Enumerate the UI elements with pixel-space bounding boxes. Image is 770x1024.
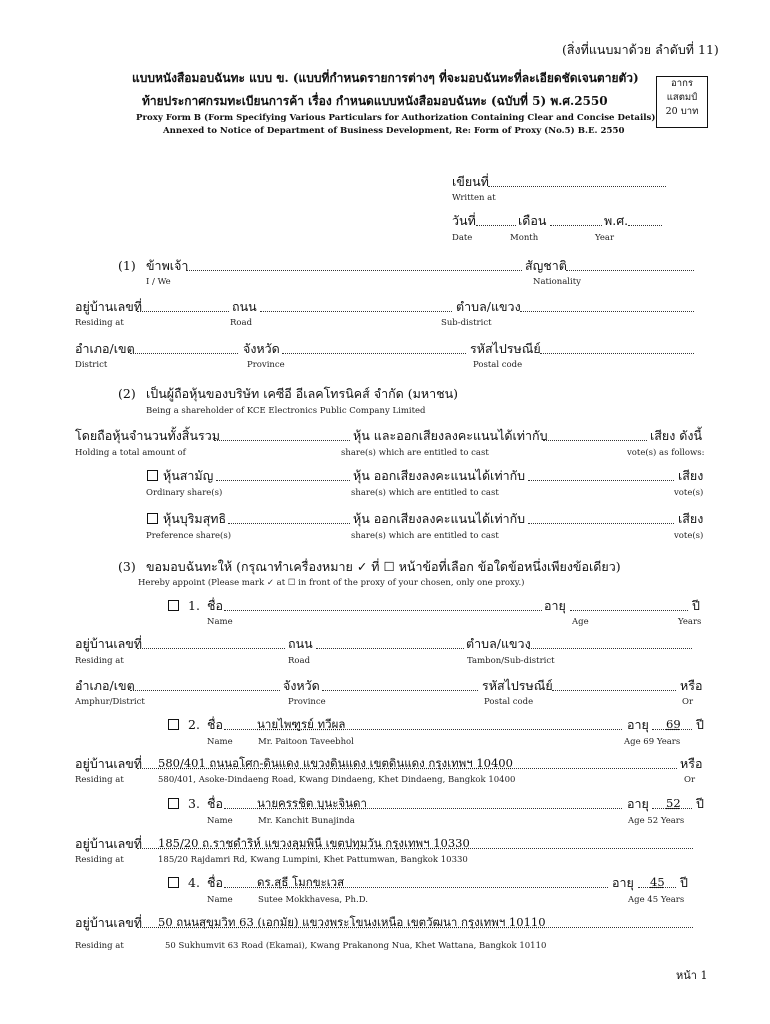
proxy4-name-label: ชื่อ (207, 875, 223, 890)
province-field[interactable] (282, 353, 466, 354)
proxy2-residing-en: Residing at (75, 775, 124, 785)
postal-field[interactable] (540, 353, 694, 354)
proxy4-residing-label: อยู่บ้านเลขที่ (75, 915, 143, 930)
proxy2-age-value[interactable]: 69 (666, 717, 681, 731)
section2-number: (2) (118, 386, 136, 401)
proxy4-age-en: Age 45 Years (628, 895, 685, 905)
proxy4-name-value[interactable]: ดร.สุธี โมกขะเวส (257, 875, 345, 889)
proxy4-age-label: อายุ (612, 875, 634, 890)
total-shares-label: โดยถือหุ้นจำนวนทั้งสิ้นรวม (75, 428, 220, 443)
page-number: หน้า 1 (676, 969, 708, 982)
proxy2-or-label: หรือ (680, 756, 703, 771)
proxy2-address-en: 580/401, Asoke-Dindaeng Road, Kwang Dindaeng, Khet Dindaeng, Bangkok 10400 (158, 775, 516, 785)
postal-en: Postal code (473, 360, 523, 370)
proxy1-name-field[interactable] (224, 610, 542, 611)
proxy1-number: 1. (188, 598, 200, 613)
total-shares-field[interactable] (214, 440, 350, 441)
proxy2-residing-label: อยู่บ้านเลขที่ (75, 756, 143, 771)
title-th-line1: แบบหนังสือมอบฉันทะ แบบ ข. (แบบที่กำหนดรายการต่างๆ ที่จะมอบฉันทะที่ละเอียดชัดเจนตายตัว) (132, 71, 639, 85)
proxy1-years-en: Years (678, 617, 702, 627)
proxy1-province-label: จังหวัด (283, 678, 320, 693)
road-en: Road (230, 318, 253, 328)
shareholder-of-company-en: Being a shareholder of KCE Electronics Public Company Limited (146, 406, 426, 416)
proxy3-residing-en: Residing at (75, 855, 124, 865)
postal-label: รหัสไปรษณีย์ (470, 341, 541, 356)
stamp-line1: อากร (671, 78, 693, 89)
proxy1-or-en: Or (682, 697, 694, 707)
total-votes-field[interactable] (543, 440, 647, 441)
total-shares-en: Holding a total amount of (75, 448, 186, 458)
preference-share-checkbox[interactable] (147, 513, 158, 524)
preference-votes-unit: เสียง (678, 511, 704, 526)
proxy2-number: 2. (188, 717, 200, 732)
duty-stamp-box (656, 76, 708, 128)
title-en-line2: Annexed to Notice of Department of Business Development, Re: Form of Proxy (No.5) B.E. 2550 (163, 126, 625, 136)
year-label: พ.ศ. (604, 213, 629, 228)
we-label: ข้าพเจ้า (146, 258, 189, 273)
residing-label: อยู่บ้านเลขที่ (75, 299, 143, 314)
road-field[interactable] (260, 311, 452, 312)
year-en: Year (595, 233, 615, 243)
proxy1-postal-en: Postal code (484, 697, 534, 707)
proxy1-tambon-field[interactable] (528, 648, 692, 649)
section3-number: (3) (118, 559, 136, 574)
proxy1-tambon-en: Tambon/Sub-district (467, 656, 555, 666)
ordinary-vote-field[interactable] (528, 480, 674, 481)
house-no-field[interactable] (137, 311, 229, 312)
proxy3-address-en: 185/20 Rajdamri Rd, Kwang Lumpini, Khet Pattumwan, Bangkok 10330 (158, 855, 468, 865)
proxy1-house-field[interactable] (137, 648, 285, 649)
proxy4-number: 4. (188, 875, 200, 890)
province-en: Province (247, 360, 285, 370)
proxy3-number: 3. (188, 796, 200, 811)
section1-number: (1) (118, 258, 136, 273)
proxy2-age-label: อายุ (627, 717, 649, 732)
ordinary-share-label: หุ้นสามัญ (163, 468, 214, 483)
proxy3-name-en: Mr. Kanchit Bunajinda (258, 816, 355, 826)
shareholder-of-company: เป็นผู้ถือหุ้นของบริษัท เคซีอี อีเลคโทรนิคส์ จำกัด (มหาชน) (146, 386, 459, 401)
nationality-en: Nationality (533, 277, 581, 287)
proxy1-years-label: ปี (692, 598, 700, 613)
proxy2-checkbox[interactable] (168, 719, 179, 730)
preference-vote-field[interactable] (528, 523, 674, 524)
subdistrict-field[interactable] (520, 311, 694, 312)
proxy1-checkbox[interactable] (168, 600, 179, 611)
road-label: ถนน (232, 299, 257, 314)
subdistrict-label: ตำบล/แขวง (456, 299, 521, 314)
proxy3-checkbox[interactable] (168, 798, 179, 809)
preference-share-label: หุ้นบุริมสุทธิ (163, 511, 227, 526)
proxy2-name-label: ชื่อ (207, 717, 223, 732)
proxy1-age-field[interactable] (570, 610, 688, 611)
proxy4-name-en: Sutee Mokkhavesa, Ph.D. (258, 895, 368, 905)
proxy1-road-label: ถนน (288, 636, 313, 651)
proxy1-name-label: ชื่อ (207, 598, 223, 613)
votes-as-follows-en: vote(s) as follows: (627, 448, 705, 458)
stamp-line3: 20 บาท (665, 106, 699, 117)
proxy1-road-en: Road (288, 656, 311, 666)
ordinary-share-checkbox[interactable] (147, 470, 158, 481)
proxy3-residing-label: อยู่บ้านเลขที่ (75, 836, 143, 851)
month-en: Month (510, 233, 539, 243)
ordinary-votes-unit-en: vote(s) (674, 488, 704, 498)
proxy3-name-label: ชื่อ (207, 796, 223, 811)
stamp-line2: แสตมป์ (666, 92, 698, 103)
proxy4-years-label: ปี (680, 875, 688, 890)
proxy4-address-en: 50 Sukhumvit 63 Road (Ekamai), Kwang Prakanong Nua, Khet Wattana, Bangkok 10110 (165, 941, 547, 951)
proxy1-province-en: Province (288, 697, 326, 707)
residing-en: Residing at (75, 318, 124, 328)
proxy1-road-field[interactable] (316, 648, 464, 649)
proxy3-years-label: ปี (696, 796, 704, 811)
shares-vote-en: share(s) which are entitled to cast (341, 448, 489, 458)
district-field[interactable] (130, 353, 238, 354)
shareholder-name-field[interactable] (186, 270, 522, 271)
proxy1-postal-label: รหัสไปรษณีย์ (482, 678, 553, 693)
month-field[interactable] (550, 225, 602, 226)
preference-votes-unit-en: vote(s) (674, 531, 704, 541)
subdistrict-en: Sub-district (441, 318, 492, 328)
date-label: วันที่ (452, 213, 476, 228)
proxy2-name-value[interactable]: นายไพฑูรย์ ทวีผล (257, 717, 346, 731)
proxy1-age-label: อายุ (544, 598, 566, 613)
preference-share-en: Preference share(s) (146, 531, 232, 541)
proxy2-name-en: Mr. Paitoon Taveebhol (258, 737, 354, 747)
proxy3-age-en: Age 52 Years (628, 816, 685, 826)
attachment-note: (สิ่งที่แนบมาด้วย ลำดับที่ 11) (562, 42, 719, 57)
we-en: I / We (146, 277, 171, 287)
proxy2-name-en-label: Name (207, 737, 233, 747)
proxy1-or-label: หรือ (680, 678, 703, 693)
proxy1-residing-en: Residing at (75, 656, 124, 666)
ordinary-votes-unit: เสียง (678, 468, 704, 483)
preference-vote-label: หุ้น ออกเสียงลงคะแนนได้เท่ากับ (353, 511, 526, 526)
year-field[interactable] (628, 225, 662, 226)
proxy4-address-value[interactable]: 50 ถนนสุขุมวิท 63 (เอกมัย) แขวงพระโขนงเหนือ เขตวัฒนา กรุงเทพฯ 10110 (158, 915, 546, 929)
votes-as-follows-label: เสียง ดังนี้ (650, 428, 703, 443)
written-at-field[interactable] (488, 186, 666, 187)
date-en: Date (452, 233, 473, 243)
district-label: อำเภอ/เขต (75, 341, 135, 356)
month-label: เดือน (518, 213, 547, 228)
proxy3-age-label: อายุ (627, 796, 649, 811)
proxy1-postal-field[interactable] (552, 690, 676, 691)
proxy4-age-value[interactable]: 45 (650, 875, 665, 889)
ordinary-share-en: Ordinary share(s) (146, 488, 223, 498)
proxy2-or-en: Or (684, 775, 696, 785)
proxy2-years-label: ปี (696, 717, 704, 732)
proxy1-amphur-label: อำเภอ/เขต (75, 678, 135, 693)
proxy1-province-field[interactable] (322, 690, 478, 691)
appoint-instruction: ขอมอบฉันทะให้ (กรุณาทำเครื่องหมาย ✓ ที่ ☐ หน้าข้อที่เลือก ข้อใดข้อหนึ่งเพียงข้อเดียว) (146, 559, 621, 574)
preference-vote-en: share(s) which are entitled to cast (351, 531, 499, 541)
proxy1-amphur-en: Amphur/District (75, 697, 145, 707)
proxy1-residing-label: อยู่บ้านเลขที่ (75, 636, 143, 651)
proxy1-tambon-label: ตำบล/แขวง (466, 636, 531, 651)
proxy2-age-en: Age 69 Years (624, 737, 681, 747)
proxy4-name-en-label: Name (207, 895, 233, 905)
nationality-field[interactable] (566, 270, 694, 271)
proxy2-address-value[interactable]: 580/401 ถนนอโศก-ดินแดง แขวงดินแดง เขตดินแดง กรุงเทพฯ 10400 (158, 756, 513, 770)
district-en: District (75, 360, 108, 370)
preference-share-field[interactable] (228, 523, 350, 524)
proxy4-residing-en: Residing at (75, 941, 124, 951)
shares-vote-label: หุ้น และออกเสียงลงคะแนนได้เท่ากับ (353, 428, 548, 443)
proxy1-name-en: Name (207, 617, 233, 627)
nationality-label: สัญชาติ (525, 258, 567, 273)
proxy3-address-value[interactable]: 185/20 ถ.ราชดำริห์ แขวงลุมพินี เขตปทุมวัน กรุงเทพฯ 10330 (158, 836, 470, 850)
ordinary-share-field[interactable] (216, 480, 350, 481)
proxy1-age-en: Age (572, 617, 589, 627)
proxy3-name-en-label: Name (207, 816, 233, 826)
ordinary-vote-en: share(s) which are entitled to cast (351, 488, 499, 498)
proxy1-amphur-field[interactable] (130, 690, 280, 691)
province-label: จังหวัด (243, 341, 280, 356)
proxy4-checkbox[interactable] (168, 877, 179, 888)
title-en-line1: Proxy Form B (Form Specifying Various Particulars for Authorization Containing Clear and Concise Details) (136, 113, 656, 123)
appoint-instruction-en: Hereby appoint (Please mark ✓ at ☐ in front of the proxy of your chosen, only one proxy.) (138, 578, 525, 588)
title-th-line2: ท้ายประกาศกรมทะเบียนการค้า เรื่อง กำหนดแบบหนังสือมอบฉันทะ (ฉบับที่ 5) พ.ศ.2550 (142, 94, 608, 108)
written-at-en: Written at (452, 193, 496, 203)
proxy3-name-value[interactable]: นายครรชิต บุนะจินดา (257, 796, 367, 810)
written-at-label: เขียนที่ (452, 174, 489, 189)
ordinary-vote-label: หุ้น ออกเสียงลงคะแนนได้เท่ากับ (353, 468, 526, 483)
proxy3-age-value[interactable]: 52 (666, 796, 681, 810)
day-field[interactable] (476, 225, 516, 226)
